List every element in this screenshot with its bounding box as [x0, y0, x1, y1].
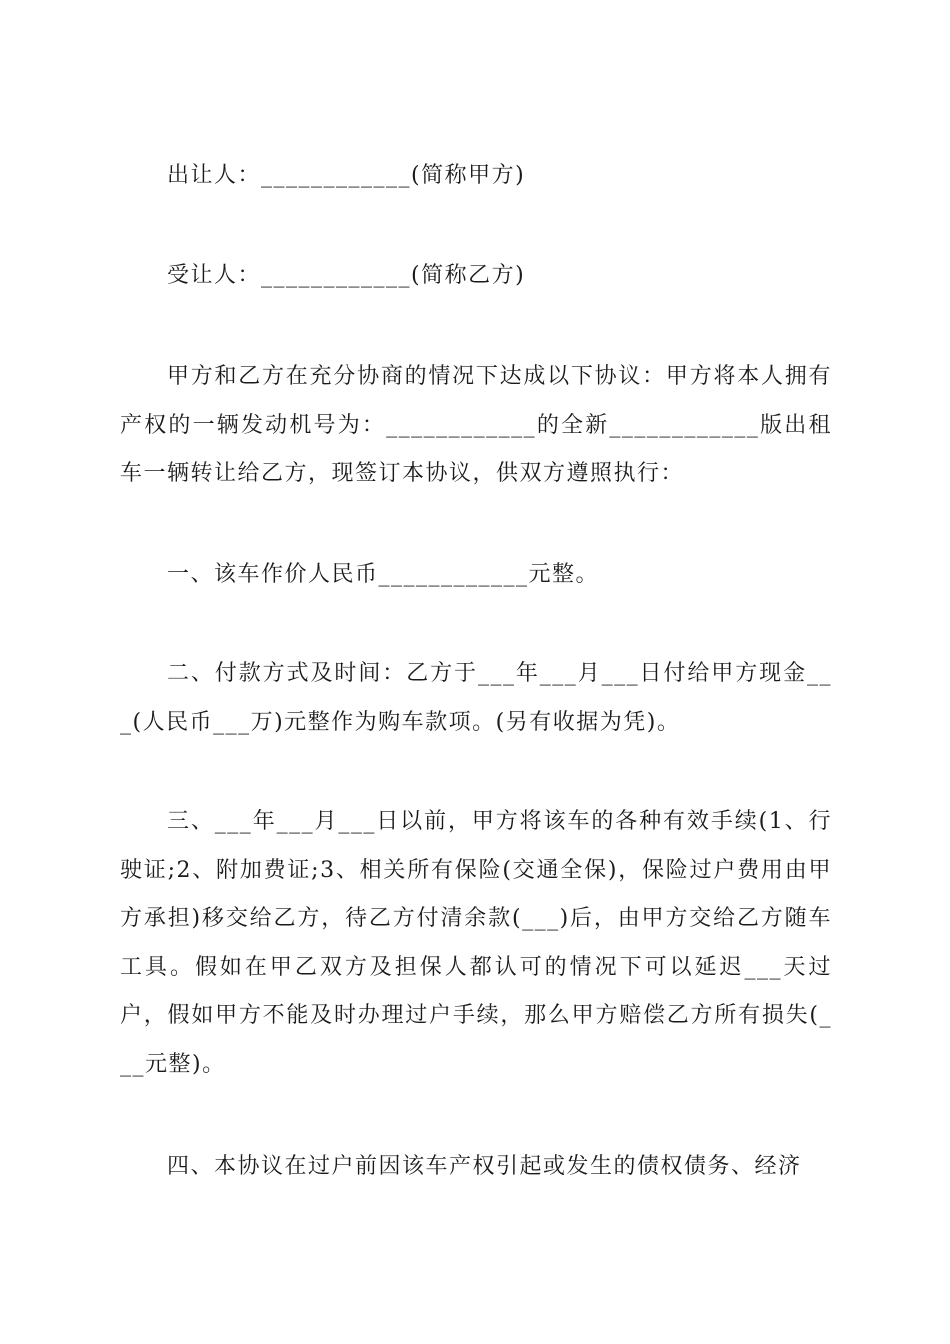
buyer-line: 受让人：____________(简称乙方)	[167, 263, 526, 288]
agreement-intro-paragraph: 甲方和乙方在充分协商的情况下达成以下协议：甲方将本人拥有产权的一辆发动机号为：____________的全新____________版出租车一辆转让给乙方，现签订本协议，供双方遵照执行：	[120, 364, 832, 486]
clause-two-payment: 二、付款方式及时间：乙方于___年___月___日付给甲方现金___(人民币___万)元整作为购车款项。(另有收据为凭)。	[120, 661, 832, 735]
clause-three-transfer: 三、___年___月___日以前，甲方将该车的各种有效手续(1、行驶证;2、附加费证;3、相关所有保险(交通全保)，保险过户费用由甲方承担)移交给乙方，待乙方付清余款(___)后，由甲方交给乙方随车工具。假如在甲乙双方及担保人都认可的情况下可以延迟___天过户，假如甲方不能及时办理过户手续，那么甲方赔偿乙方所有损失(___元整)。	[120, 809, 832, 1077]
seller-line: 出让人：____________(简称甲方)	[167, 163, 526, 188]
clause-four-liability: 四、本协议在过户前因该车产权引起或发生的债权债务、经济	[167, 1154, 802, 1179]
clause-one-price: 一、该车作价人民币____________元整。	[167, 562, 600, 587]
